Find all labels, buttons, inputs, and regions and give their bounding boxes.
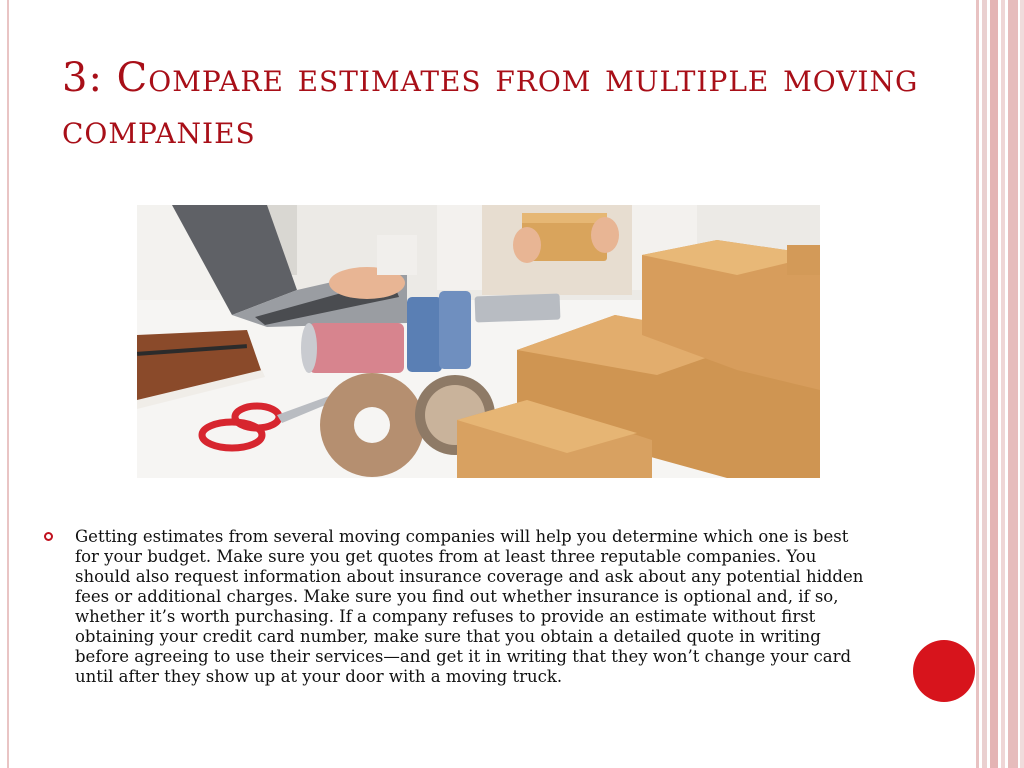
slide-title: 3: Compare estimates from multiple moving companies (62, 55, 919, 153)
packing-illustration (137, 205, 820, 478)
red-circle-decoration (913, 640, 975, 702)
right-decorative-stripes (976, 0, 1024, 768)
bullet-ring-icon (44, 532, 53, 541)
packing-photo (137, 205, 820, 478)
left-border-line (7, 0, 9, 768)
bullet-paragraph: Getting estimates from several moving companies will help you determine which one is best for your budget. Make sure you get quotes from at least three reputable companies. You should also request information about insurance coverage and ask about any potential hidden fees or additional charges. Make sure you find out whether insurance is optional and, if so, whether it’s worth purchasing. If a company refuses to provide an estimate without first obtaining your credit card number, make sure that you obtain a detailed quote in writing before agreeing to use their services—and get it in writing that they won’t change your card until after they show up at your door with a moving truck. (75, 527, 864, 686)
